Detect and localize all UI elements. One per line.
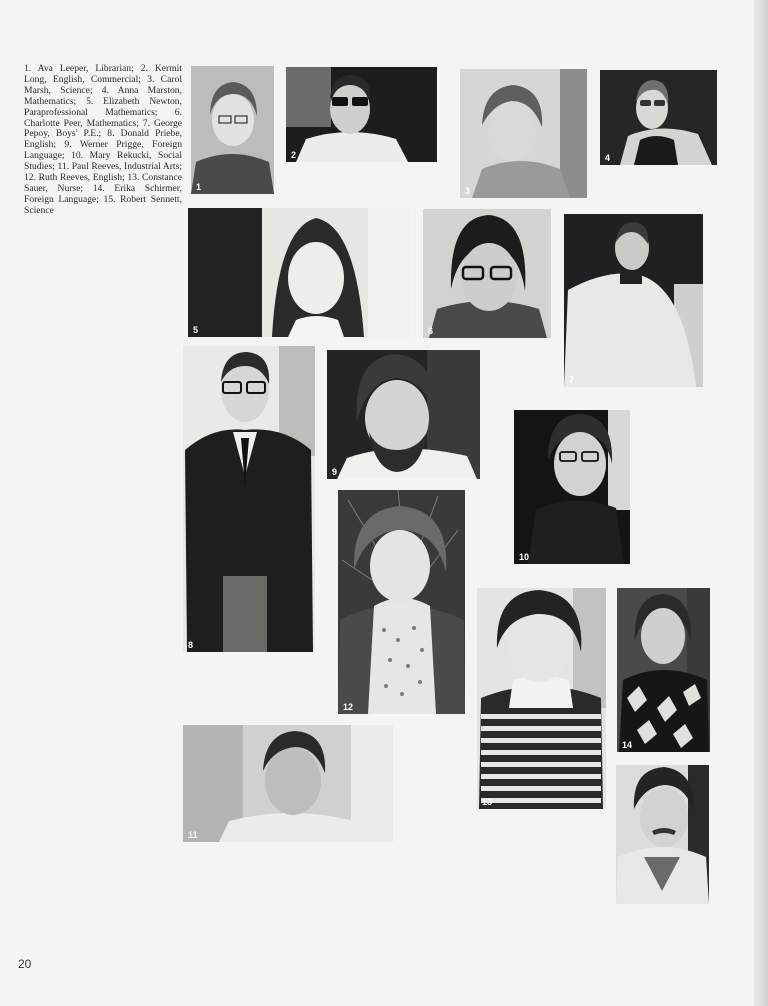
photo-number: 2 — [291, 150, 297, 160]
photo-number: 3 — [465, 186, 471, 196]
photo-4 — [600, 70, 717, 165]
photo-number: 9 — [332, 467, 338, 477]
photo-8 — [183, 346, 315, 652]
photo-number: 5 — [193, 325, 199, 335]
photo-number: 7 — [569, 375, 575, 385]
photo-15 — [616, 765, 709, 904]
photo-number: 10 — [519, 552, 530, 562]
photo-caption: 1. Ava Leeper, Librarian; 2. Kermit Long, English, Commercial; 3. Carol Marsh, Science; 4. Anna Marston, Mathematics; 5. Elizabeth Newton, Paraprofessional Mathematics; 6. Charlotte Peer, Mathematics; 7. George Pepoy, Boys' P.E.; 8. Donald Priebe, English; 9. Werner Prigge, Foreign Language; 10. Mary Rekucki, Social Studies; 11. Paul Reeves, Industrial Arts; 12. Ruth Reeves, English; 13. Constance Sauer, Nurse; 14. Erika Schirmer, Foreign Language; 15. Robert Sennett, Science — [24, 63, 182, 216]
photo-10 — [514, 410, 630, 564]
photo-number: 8 — [188, 640, 194, 650]
photo-number: 14 — [622, 740, 633, 750]
photo-number: 12 — [343, 702, 354, 712]
photo-13 — [477, 588, 606, 809]
photo-6 — [423, 209, 551, 338]
photo-9 — [327, 350, 480, 479]
photo-1 — [191, 66, 274, 194]
photo-12 — [338, 490, 465, 714]
photo-3 — [460, 69, 587, 198]
page-number: 20 — [18, 957, 32, 971]
photo-number: 1 — [196, 182, 202, 192]
photo-7 — [564, 214, 703, 387]
photo-number: 13 — [482, 797, 493, 807]
photo-2 — [286, 67, 437, 162]
page-edge — [754, 0, 768, 1006]
photo-5 — [188, 208, 411, 337]
photo-number: 6 — [428, 326, 434, 336]
photo-14 — [617, 588, 710, 752]
photo-number: 4 — [605, 153, 611, 163]
photo-11 — [183, 725, 393, 842]
photo-number: 11 — [188, 830, 198, 840]
